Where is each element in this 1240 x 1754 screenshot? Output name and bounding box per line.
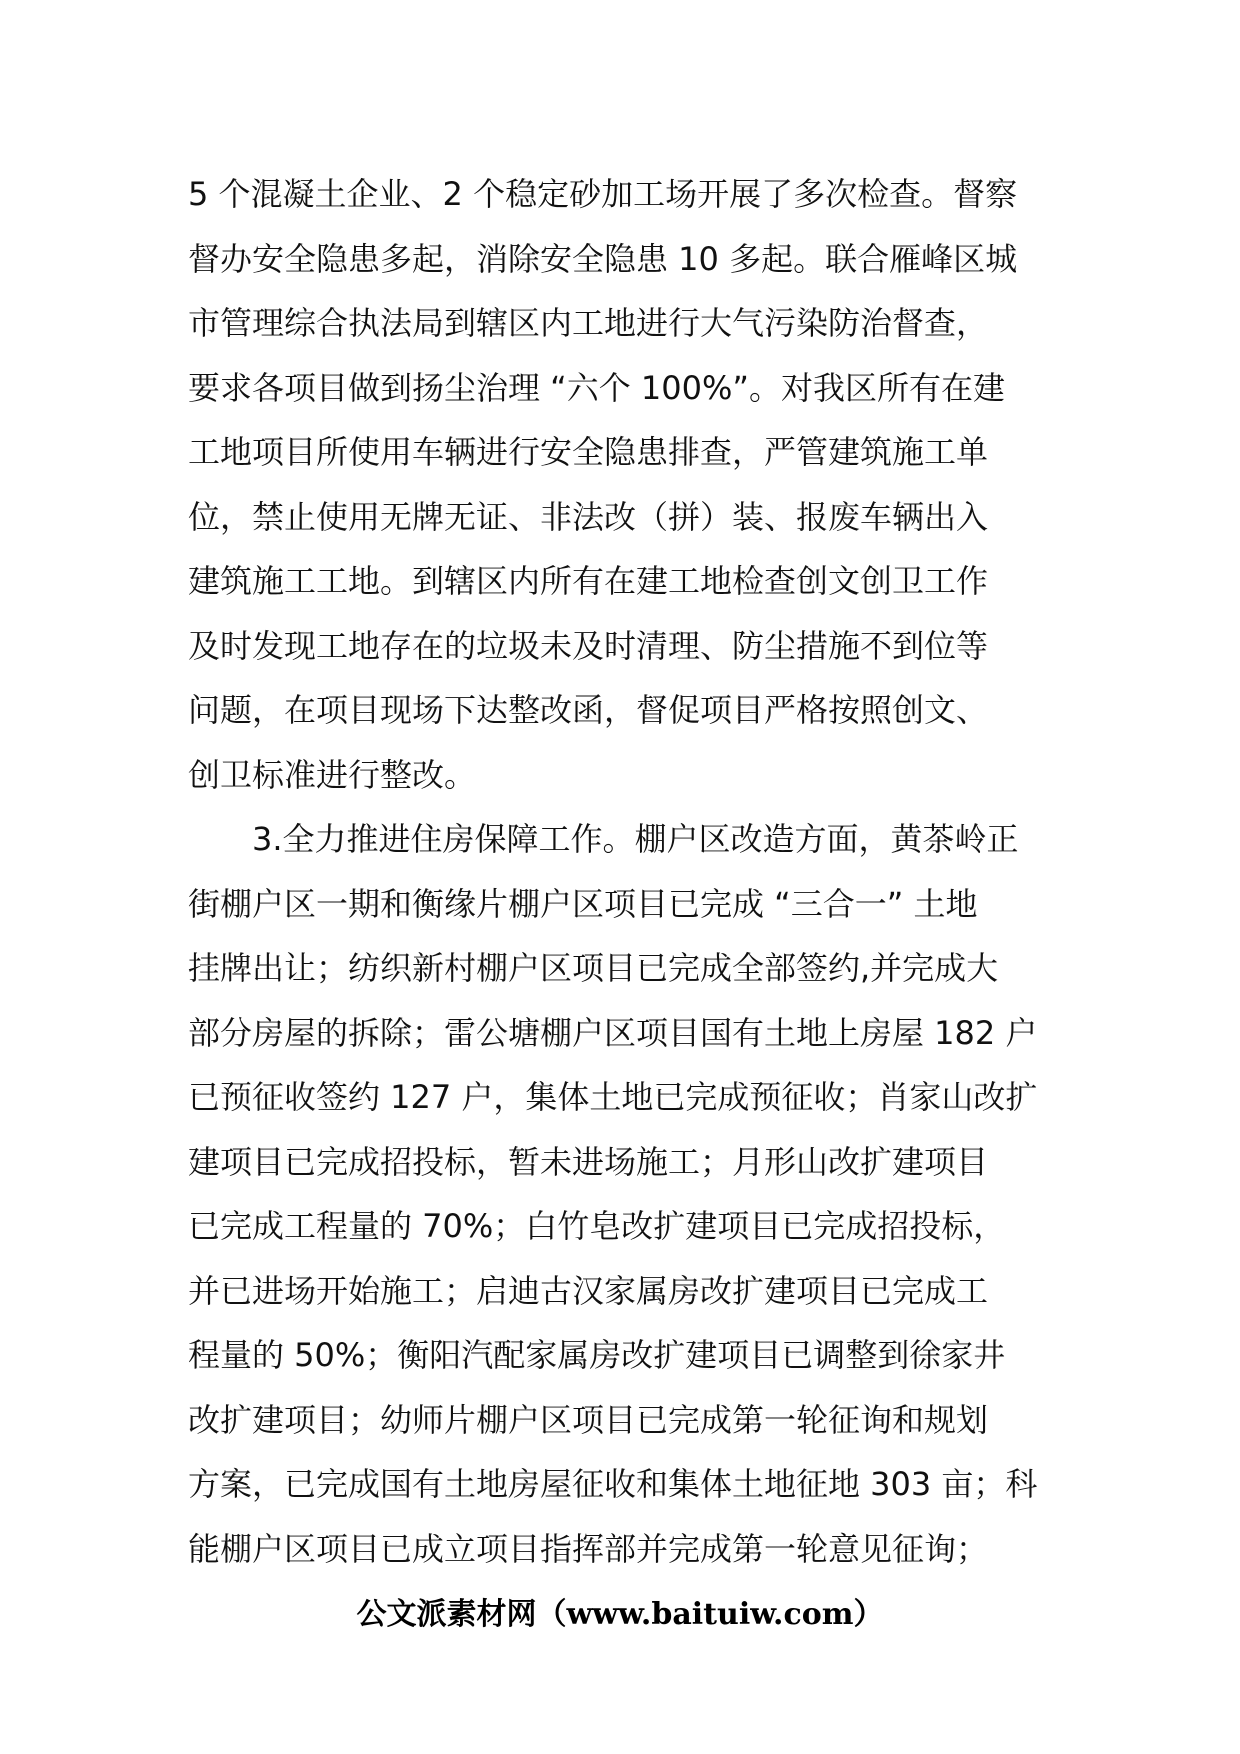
text-line: 街棚户区一期和衡缘片棚户区项目已完成 “三合一” 土地 [188, 884, 978, 923]
text-line: 已完成工程量的 70%；白竹皂改扩建项目已完成招投标， [188, 1207, 1006, 1245]
text-line: 市管理综合执法局到辖区内工地进行大气污染防治督查， [188, 304, 989, 342]
text-line: 建筑施工工地。到辖区内所有在建工地检查创文创卫工作 [188, 562, 989, 600]
text-line: 5 个混凝土企业、2 个稳定砂加工场开展了多次检查。督察 [188, 175, 1018, 213]
text-line: 工地项目所使用车辆进行安全隐患排查，严管建筑施工单 [188, 433, 989, 471]
text-line: 督办安全隐患多起，消除安全隐患 10 多起。联合雁峰区城 [188, 239, 1018, 278]
text-line: 能棚户区项目已成立项目指挥部并完成第一轮意见征询； [188, 1529, 989, 1568]
text-line: 程量的 50%；衡阳汽配家属房改扩建项目已调整到徐家井 [188, 1336, 1006, 1374]
text-line: 已预征收签约 127 户，集体土地已完成预征收；肖家山改扩 [188, 1078, 1038, 1116]
text-line: 改扩建项目；幼师片棚户区项目已完成第一轮征询和规划 [188, 1400, 989, 1439]
text-line: 方案，已完成国有土地房屋征收和集体土地征地 303 亩；科 [188, 1465, 1038, 1503]
text-line: 位，禁止使用无牌无证、非法改（拼）装、报废车辆出入 [188, 497, 989, 536]
footer-watermark: 公文派素材网（www.baituiw.com） [356, 1597, 884, 1632]
body-text [188, 162, 1068, 1581]
text-line: 创卫标准进行整改。 [188, 755, 477, 794]
text-line: 并已进场开始施工；启迪古汉家属房改扩建项目已完成工 [188, 1271, 989, 1310]
text-line: 建项目已完成招投标，暂未进场施工；月形山改扩建项目 [188, 1142, 989, 1181]
text-line: 要求各项目做到扬尘治理 “六个 100%”。对我区所有在建 [188, 368, 1005, 407]
text-line: 及时发现工地存在的垃圾未及时清理、防尘措施不到位等 [188, 626, 989, 665]
text-line: 问题，在项目现场下达整改函，督促项目严格按照创文、 [188, 691, 989, 729]
text-line: 部分房屋的拆除；雷公塘棚户区项目国有土地上房屋 182 户 [188, 1013, 1038, 1052]
paragraph-heading-line: 3.全力推进住房保障工作。棚户区改造方面，黄茶岭正 [252, 820, 1019, 858]
text-line: 挂牌出让；纺织新村棚户区项目已完成全部签约,并完成大 [188, 949, 999, 987]
